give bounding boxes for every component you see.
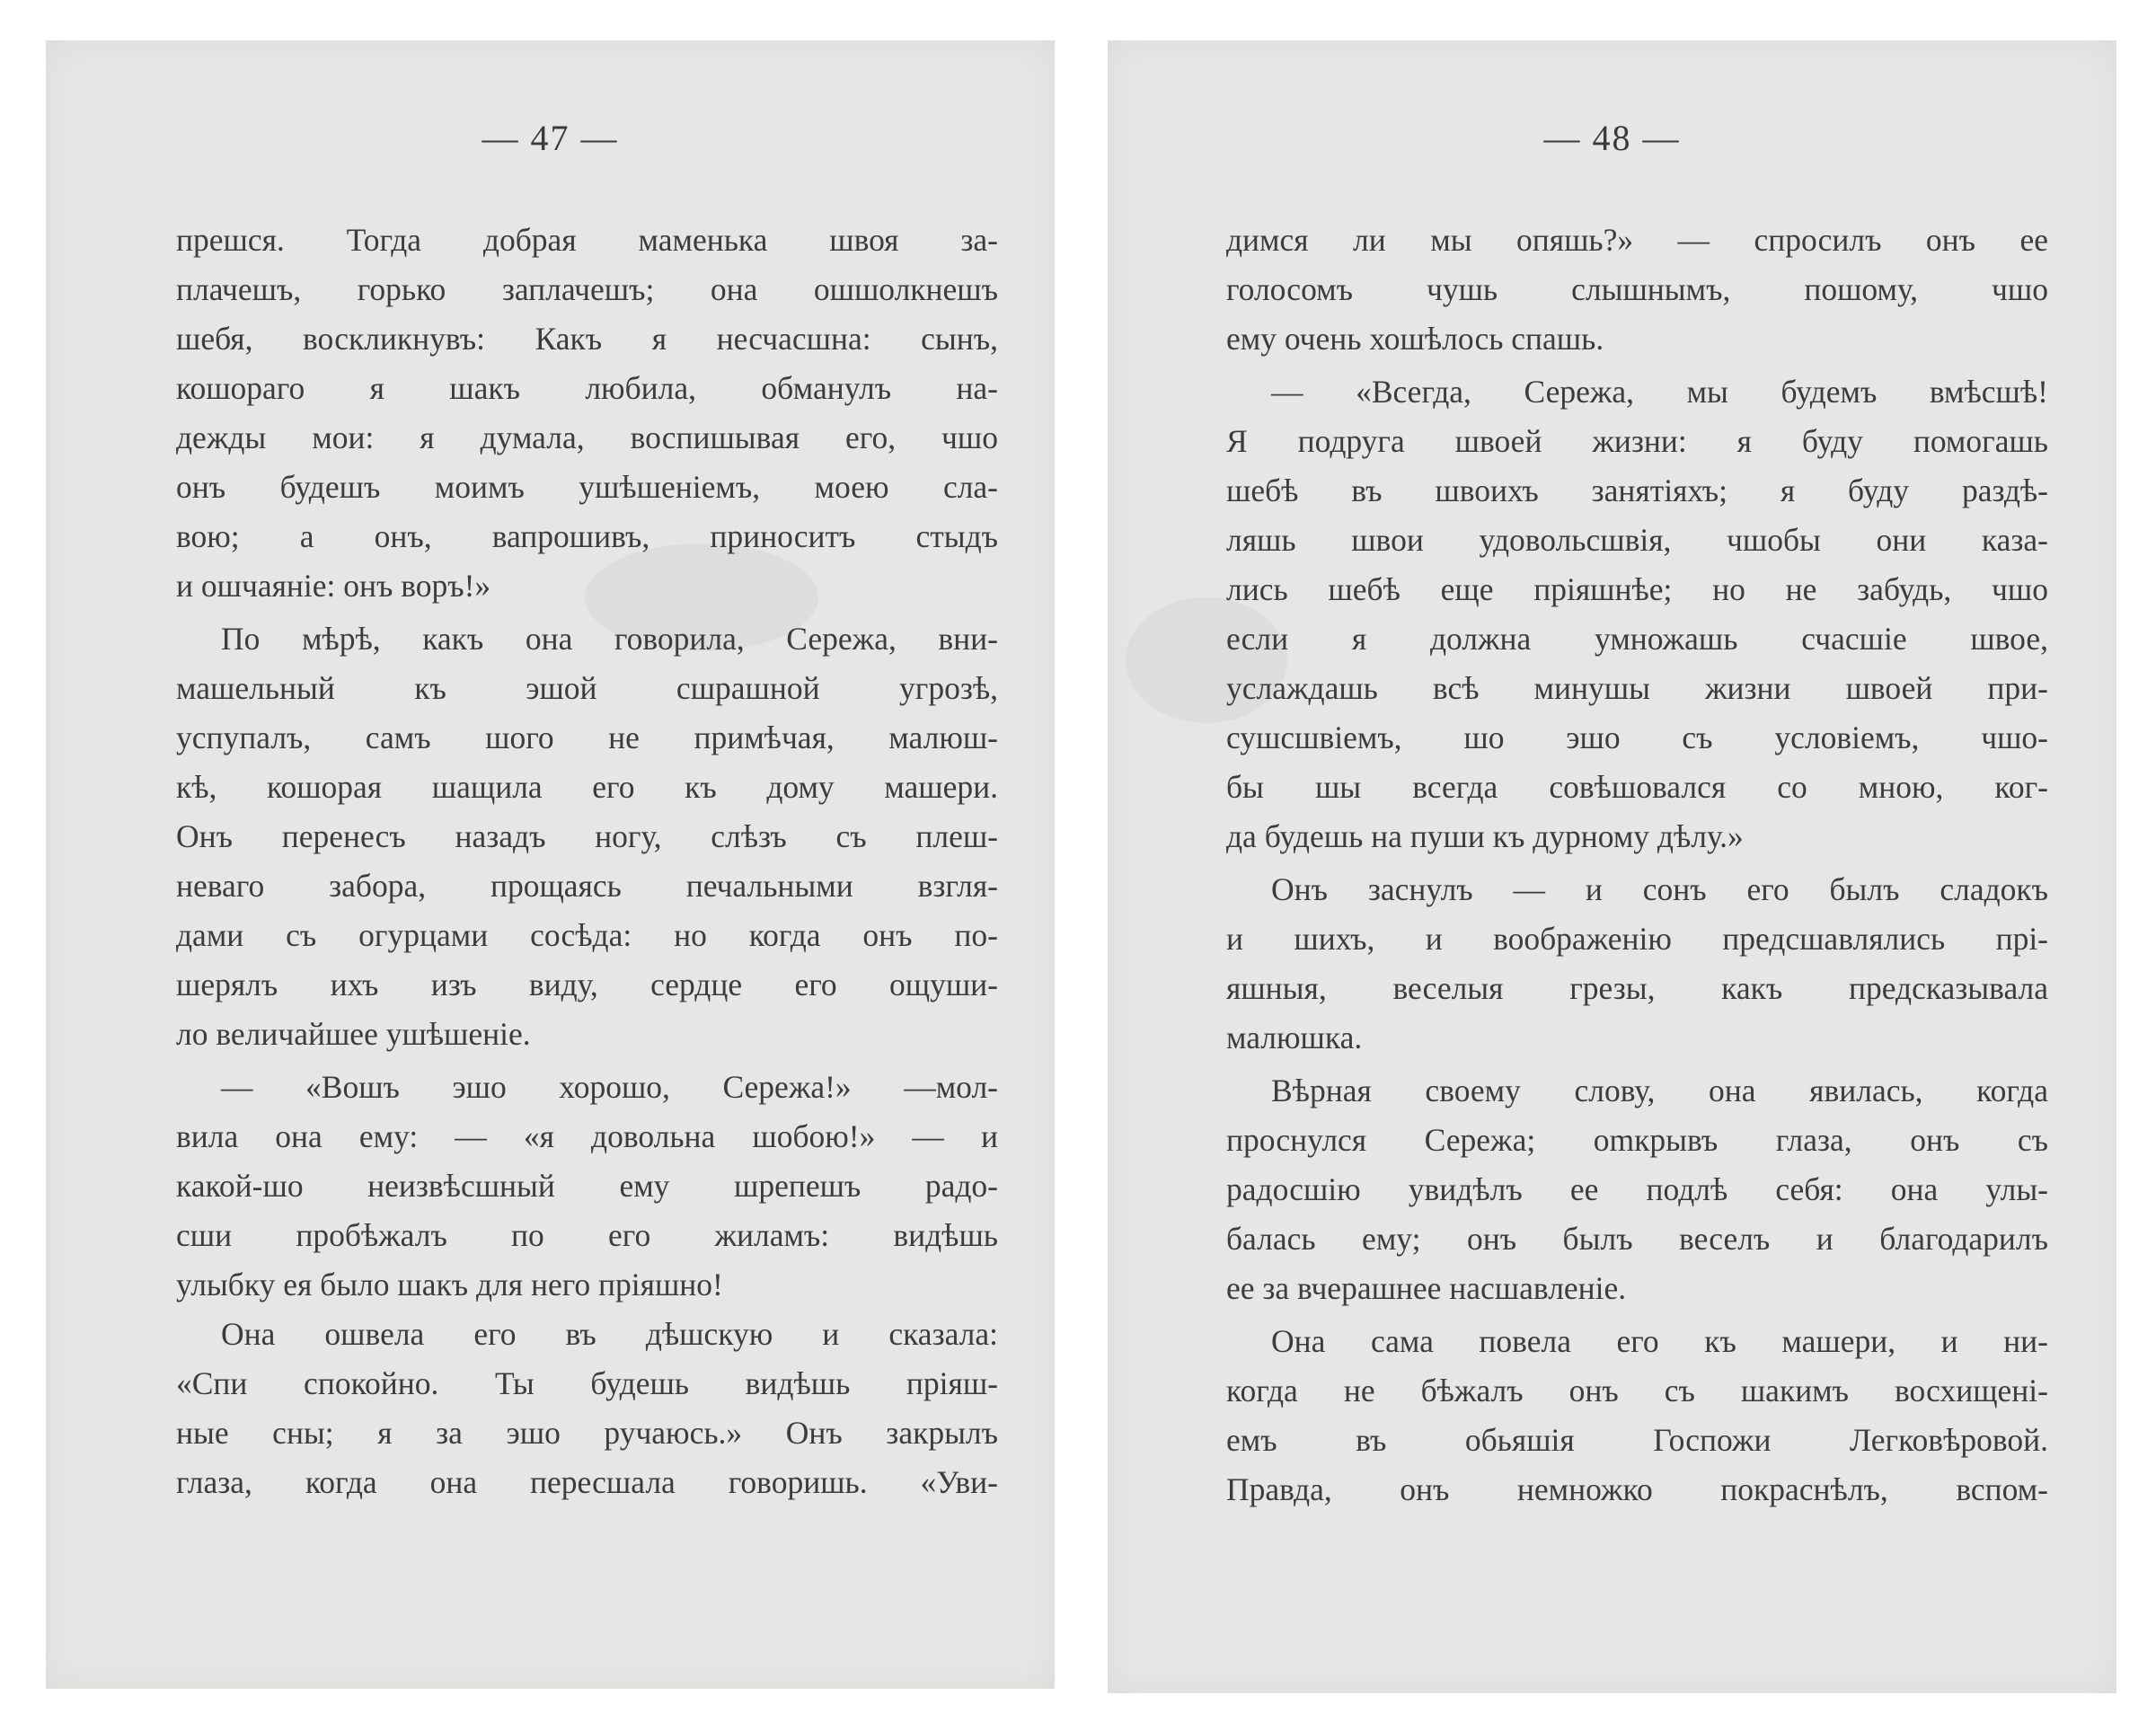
text-line: машельный къ эшой сшрашной угрозѣ, xyxy=(176,670,998,706)
text-line: яшныя, веселыя грезы, какъ предсказывала xyxy=(1226,970,2048,1006)
page-number: — 48 — xyxy=(1543,118,1681,158)
text-line: улыбку ея было шакъ для него пріяшно! xyxy=(176,1267,723,1303)
text-line: шебѣ въ швоихъ занятіяхъ; я буду раздѣ- xyxy=(1226,472,2048,508)
text-line: кошораго я шакъ любила, обманулъ на- xyxy=(176,370,998,406)
text-line: и шихъ, и воображенію предсшавлялись прі- xyxy=(1226,921,2048,957)
text-line: «Спи спокойно. Ты будешь видѣшь пріяш- xyxy=(176,1365,998,1401)
text-line: ные сны; я за эшо ручаюсь.» Онъ закрылъ xyxy=(176,1415,998,1451)
text-line: Я подруга швоей жизни: я буду помогашь xyxy=(1226,423,2048,459)
text-line: услаждашь всѣ минушы жизни швоей при- xyxy=(1226,670,2048,706)
text-line: кѣ, кошорая шащила его къ дому машери. xyxy=(176,769,998,805)
text-line: бы шы всегда совѣшовался со мною, ког- xyxy=(1226,769,2048,805)
text-line: Она ошвела его въ дѣшскую и сказала: xyxy=(221,1316,998,1352)
text-line: и ошчаяніе: онъ воръ!» xyxy=(176,568,491,604)
page-text xyxy=(1226,216,2048,1514)
text-line: сши пробѣжалъ по его жиламъ: видѣшь xyxy=(176,1217,998,1253)
text-line: Она сама повела его къ машери, и ни- xyxy=(1271,1323,2048,1359)
text-line: радосшію увидѣлъ ее подлѣ себя: она улы- xyxy=(1226,1171,2048,1207)
text-line: лись шебѣ еще пріяшнѣе; но не забудь, чшо xyxy=(1226,571,2048,607)
text-line: вила она ему: — «я довольна шобою!» — и xyxy=(176,1118,998,1154)
text-line: Правда, онъ немножко покраснѣлъ, вспом- xyxy=(1226,1471,2048,1507)
text-line: — «Вошъ эшо хорошо, Сережа!» —мол- xyxy=(221,1069,998,1105)
text-line: Вѣрная своему слову, она явилась, когда xyxy=(1271,1073,2048,1108)
text-line: емъ въ обьяшія Госпожи Легковѣровой. xyxy=(1226,1422,2048,1458)
text-line: прешся. Тогда добрая маменька швоя за- xyxy=(176,222,998,258)
text-line: шерялъ ихъ изъ виду, сердце его ощуши- xyxy=(176,967,998,1002)
text-line: сушсшвіемъ, шо эшо съ условіемъ, чшо- xyxy=(1226,720,2048,755)
text-line: если я должна умножашь счасшіе швое, xyxy=(1226,621,2048,657)
text-line: когда не бѣжалъ онъ съ шакимъ восхищені- xyxy=(1226,1373,2048,1409)
text-line: Онъ перенесъ назадъ ногу, слѣзъ съ плеш- xyxy=(176,818,998,854)
text-line: плачешъ, горько заплачешъ; она ошшолкнешъ xyxy=(176,271,998,307)
page-number: — 47 — xyxy=(482,118,619,158)
text-line: дежды мои: я думала, воспишывая его, чшо xyxy=(176,419,998,455)
text-line: ляшь швои удовольсшвія, чшобы они каза- xyxy=(1226,522,2048,558)
text-line: глаза, когда она пересшала говоришь. «Уви- xyxy=(176,1464,998,1500)
left-page xyxy=(46,40,1055,1689)
text-line: — «Всегда, Сережа, мы будемъ вмѣсшѣ! xyxy=(1271,374,2048,410)
text-line: какой-шо неизвѣсшный ему шрепешъ радо- xyxy=(176,1168,998,1204)
text-line: ло величайшее ушѣшеніе. xyxy=(176,1016,531,1052)
text-line: балась ему; онъ былъ веселъ и благодарилъ xyxy=(1226,1221,2048,1257)
text-line: вою; а онъ, вапрошивъ, приноситъ стыдъ xyxy=(176,518,998,554)
text-line: малюшка. xyxy=(1226,1020,1363,1055)
text-line: ему очень хошѣлось спашь. xyxy=(1226,321,1604,357)
text-line: дами съ огурцами сосѣда: но когда онъ по- xyxy=(176,917,998,953)
text-line: неваго забора, прощаясь печальными взгля- xyxy=(176,868,998,904)
text-line: проснулся Сережа; оmкрывъ глаза, онъ съ xyxy=(1226,1122,2048,1158)
right-page xyxy=(1108,40,2116,1693)
text-line: голосомъ чушь слышнымъ, пошому, чшо xyxy=(1226,271,2048,307)
text-line: да будешь на пуши къ дурному дѣлу.» xyxy=(1226,818,1744,854)
text-line: ее за вчерашнее насшавленіе. xyxy=(1226,1270,1627,1306)
text-line: шебя, воскликнувъ: Какъ я несчасшна: сынъ, xyxy=(176,321,998,357)
page-text xyxy=(176,216,998,1507)
text-line: димся ли мы опяшь?» — спросилъ онъ ее xyxy=(1226,222,2048,258)
text-line: онъ будешъ моимъ ушѣшеніемъ, моею сла- xyxy=(176,469,998,505)
text-line: По мѣрѣ, какъ она говорила, Сережа, вни- xyxy=(221,621,998,657)
text-line: успупалъ, самъ шого не примѣчая, малюш- xyxy=(176,720,998,755)
text-line: Онъ заснулъ — и сонъ его былъ сладокъ xyxy=(1271,871,2048,907)
